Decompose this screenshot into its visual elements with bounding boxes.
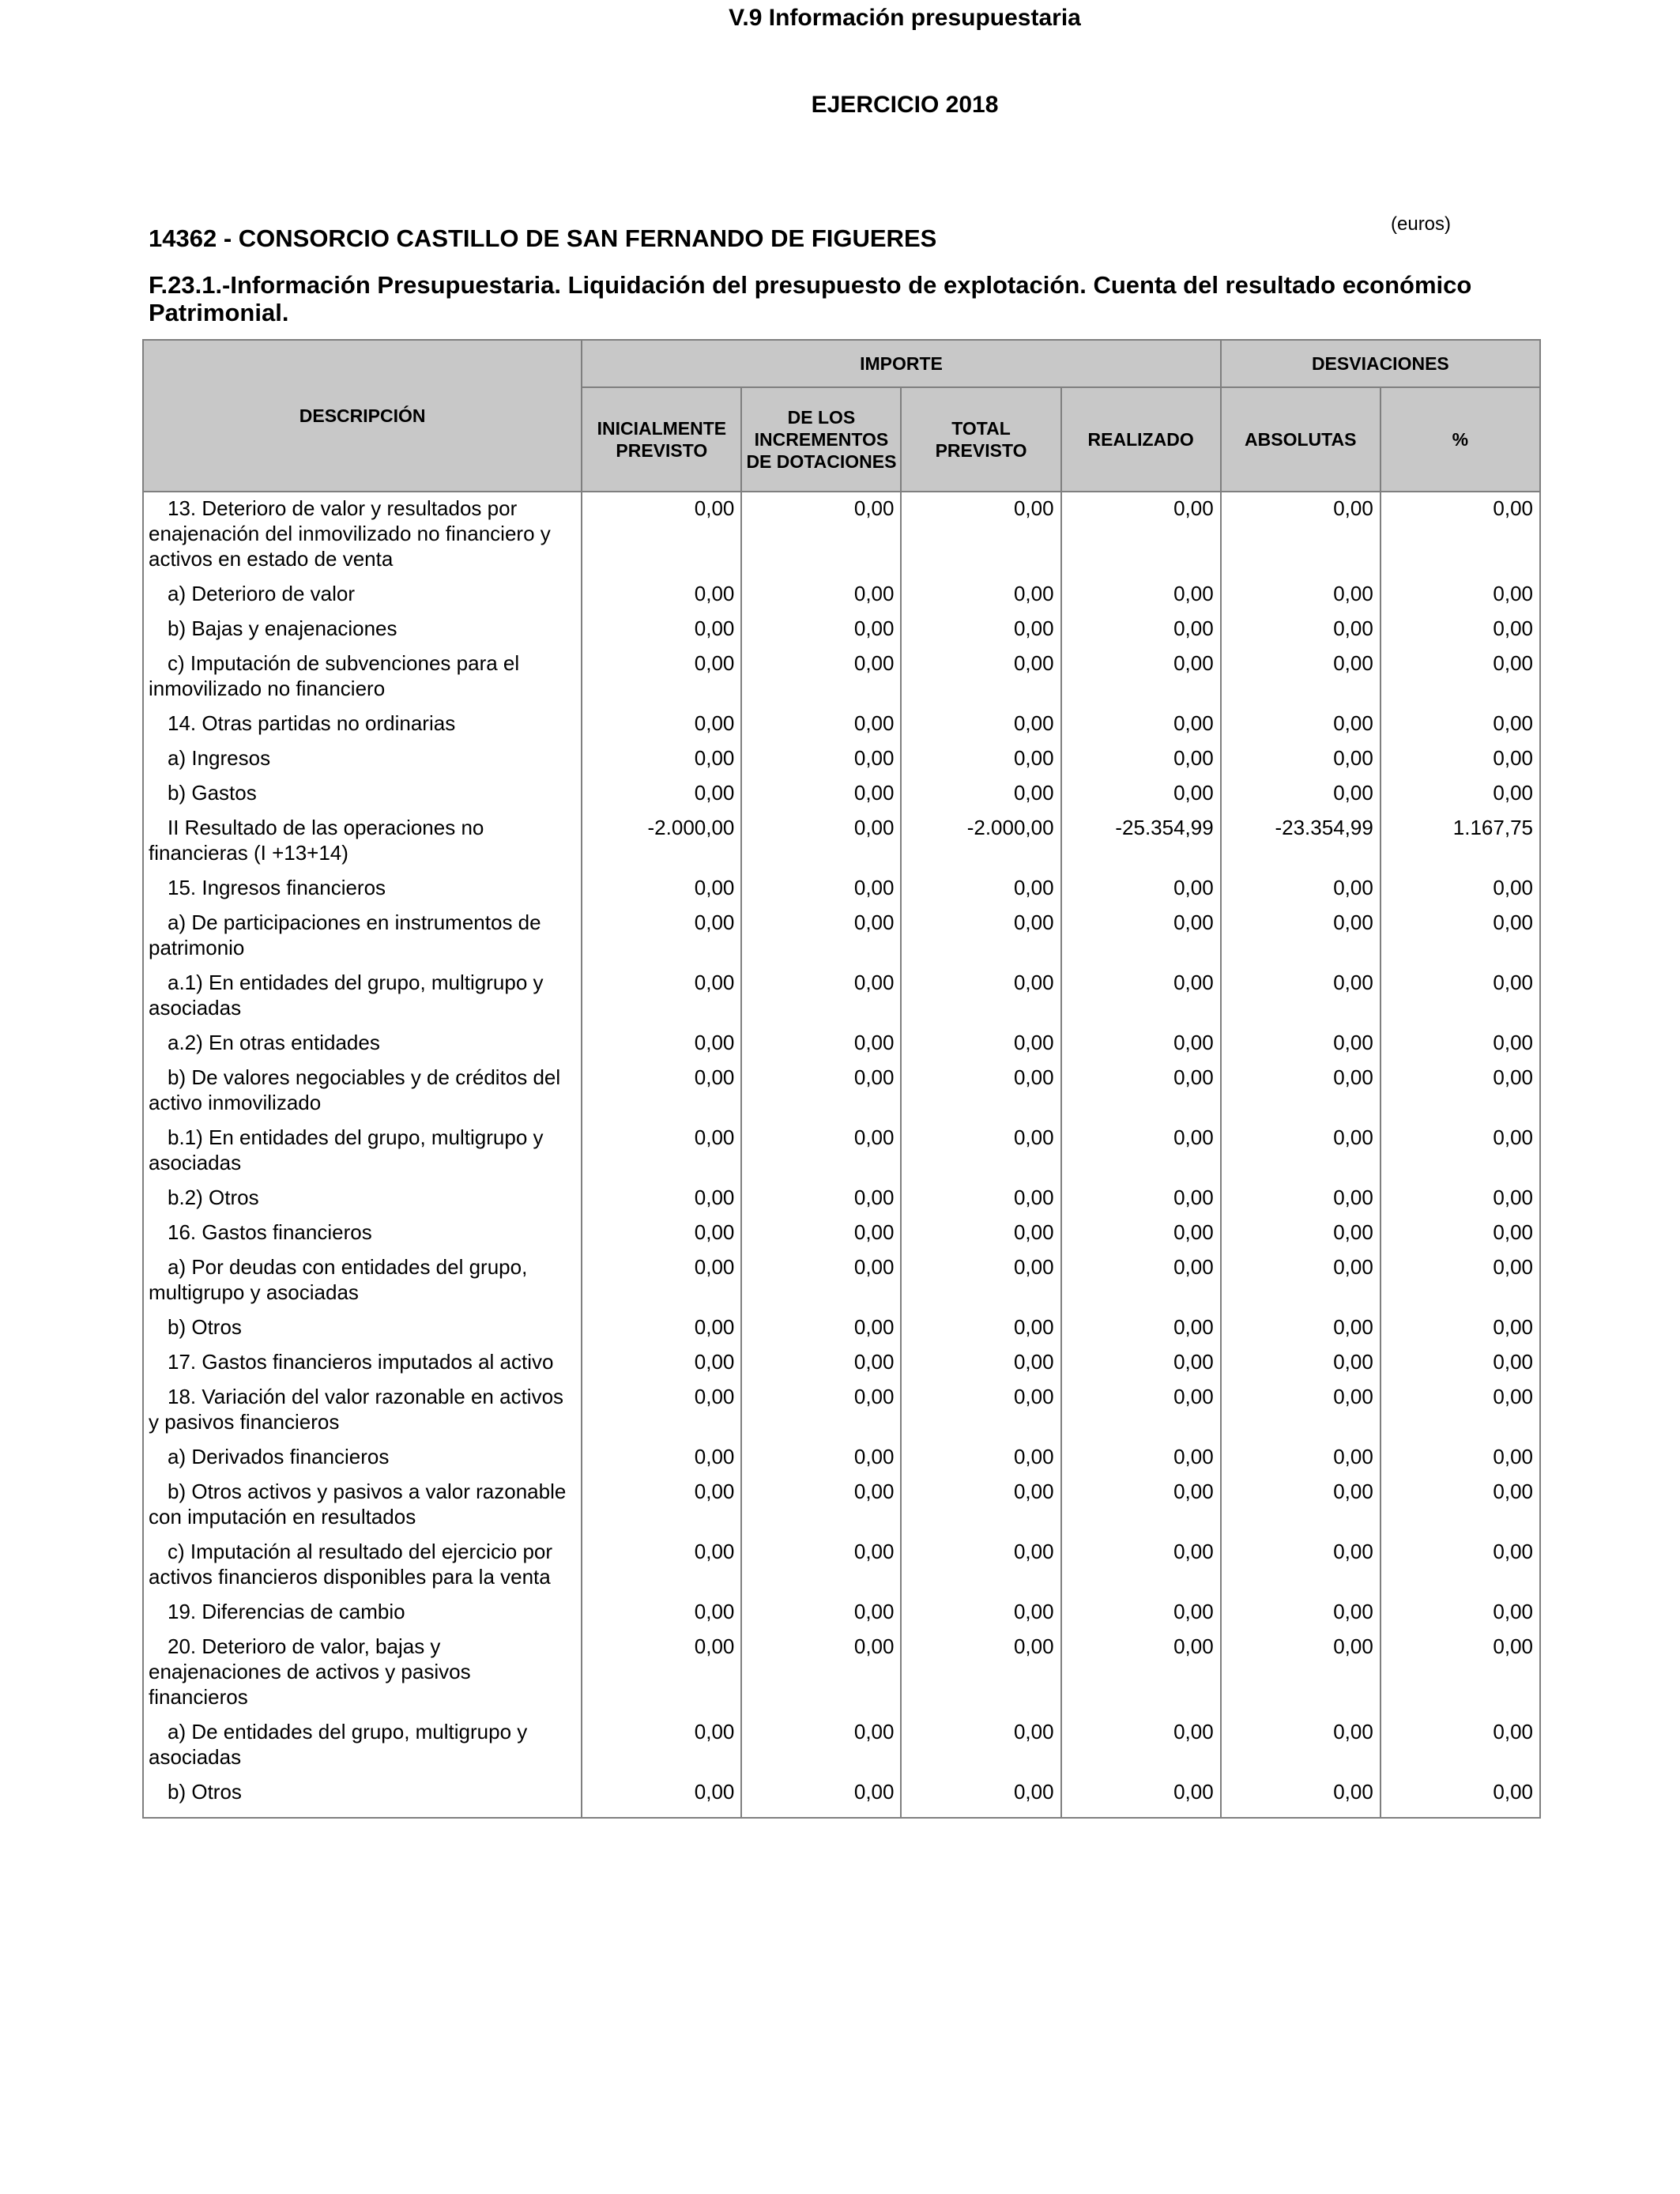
table-row <box>143 578 1540 613</box>
cell-incrementos: 0,00 <box>741 1216 901 1251</box>
row-description: 20. Deterioro de valor, bajas y enajenaciones de activos y pasivos financieros <box>143 1630 582 1716</box>
row-description: b) Otros <box>143 1311 582 1346</box>
cell-total-previsto: 0,00 <box>901 872 1060 907</box>
row-description: 16. Gastos financieros <box>143 1216 582 1251</box>
cell-inicialmente-previsto: 0,00 <box>582 1476 741 1536</box>
cell-realizado: 0,00 <box>1061 967 1221 1027</box>
cell-inicialmente-previsto: 0,00 <box>582 1061 741 1122</box>
cell-realizado: 0,00 <box>1061 1596 1221 1630</box>
row-description: a) Derivados financieros <box>143 1441 582 1476</box>
table-row <box>143 707 1540 742</box>
cell-incrementos: 0,00 <box>741 1441 901 1476</box>
table-row <box>143 1122 1540 1182</box>
cell-inicialmente-previsto: 0,00 <box>582 1216 741 1251</box>
cell-inicialmente-previsto: 0,00 <box>582 742 741 777</box>
cell-total-previsto: -2.000,00 <box>901 812 1060 872</box>
cell-absolutas: 0,00 <box>1221 578 1381 613</box>
table-row <box>143 1182 1540 1216</box>
cell-inicialmente-previsto: 0,00 <box>582 1311 741 1346</box>
cell-incrementos: 0,00 <box>741 1476 901 1536</box>
cell-total-previsto: 0,00 <box>901 967 1060 1027</box>
row-description: a) Por deudas con entidades del grupo, multigrupo y asociadas <box>143 1251 582 1311</box>
cell-porcentaje: 0,00 <box>1381 1441 1540 1476</box>
cell-realizado: 0,00 <box>1061 1061 1221 1122</box>
header-descripcion: DESCRIPCIÓN <box>143 340 582 492</box>
cell-realizado: 0,00 <box>1061 1182 1221 1216</box>
cell-total-previsto: 0,00 <box>901 1630 1060 1716</box>
row-description: b) De valores negociables y de créditos del activo inmovilizado <box>143 1061 582 1122</box>
section-title: V.9 Información presupuestaria <box>729 5 1081 31</box>
cell-total-previsto: 0,00 <box>901 1061 1060 1122</box>
cell-total-previsto: 0,00 <box>901 647 1060 707</box>
cell-realizado: 0,00 <box>1061 742 1221 777</box>
cell-inicialmente-previsto: 0,00 <box>582 1630 741 1716</box>
row-description: 14. Otras partidas no ordinarias <box>143 707 582 742</box>
cell-porcentaje: 0,00 <box>1381 1630 1540 1716</box>
cell-inicialmente-previsto: 0,00 <box>582 1182 741 1216</box>
cell-porcentaje: 0,00 <box>1381 1027 1540 1061</box>
cell-absolutas: 0,00 <box>1221 647 1381 707</box>
row-description: II Resultado de las operaciones no financieras (I +13+14) <box>143 812 582 872</box>
cell-realizado: 0,00 <box>1061 1311 1221 1346</box>
cell-total-previsto: 0,00 <box>901 1182 1060 1216</box>
cell-porcentaje: 0,00 <box>1381 1381 1540 1441</box>
cell-total-previsto: 0,00 <box>901 1716 1060 1776</box>
cell-porcentaje: 0,00 <box>1381 872 1540 907</box>
header-incrementos: DE LOS INCREMENTOS DE DOTACIONES <box>741 387 901 492</box>
cell-total-previsto: 0,00 <box>901 492 1060 578</box>
cell-incrementos: 0,00 <box>741 1381 901 1441</box>
cell-incrementos: 0,00 <box>741 1122 901 1182</box>
cell-realizado: 0,00 <box>1061 777 1221 812</box>
cell-inicialmente-previsto: 0,00 <box>582 907 741 967</box>
table-body <box>143 492 1540 1818</box>
cell-realizado: 0,00 <box>1061 1476 1221 1536</box>
table-row <box>143 872 1540 907</box>
cell-realizado: 0,00 <box>1061 1776 1221 1818</box>
row-description: a.2) En otras entidades <box>143 1027 582 1061</box>
table-row <box>143 613 1540 647</box>
table-row <box>143 967 1540 1027</box>
cell-realizado: 0,00 <box>1061 872 1221 907</box>
cell-incrementos: 0,00 <box>741 1027 901 1061</box>
cell-inicialmente-previsto: 0,00 <box>582 613 741 647</box>
row-description: b) Gastos <box>143 777 582 812</box>
cell-incrementos: 0,00 <box>741 1716 901 1776</box>
cell-incrementos: 0,00 <box>741 907 901 967</box>
cell-inicialmente-previsto: -2.000,00 <box>582 812 741 872</box>
cell-total-previsto: 0,00 <box>901 707 1060 742</box>
cell-porcentaje: 0,00 <box>1381 1311 1540 1346</box>
cell-inicialmente-previsto: 0,00 <box>582 1122 741 1182</box>
table-row <box>143 1716 1540 1776</box>
cell-total-previsto: 0,00 <box>901 777 1060 812</box>
header-realizado: REALIZADO <box>1061 387 1221 492</box>
cell-incrementos: 0,00 <box>741 1596 901 1630</box>
table-row <box>143 647 1540 707</box>
row-description: 13. Deterioro de valor y resultados por enajenación del inmovilizado no financiero y activos en estado de venta <box>143 492 582 578</box>
row-description: c) Imputación al resultado del ejercicio por activos financieros disponibles para la venta <box>143 1536 582 1596</box>
cell-realizado: 0,00 <box>1061 1536 1221 1596</box>
table-row <box>143 777 1540 812</box>
cell-absolutas: 0,00 <box>1221 1596 1381 1630</box>
table-row <box>143 1381 1540 1441</box>
cell-realizado: 0,00 <box>1061 1716 1221 1776</box>
cell-porcentaje: 0,00 <box>1381 613 1540 647</box>
row-description: b.2) Otros <box>143 1182 582 1216</box>
header-absolutas: ABSOLUTAS <box>1221 387 1381 492</box>
header-porcentaje: % <box>1381 387 1540 492</box>
cell-realizado: -25.354,99 <box>1061 812 1221 872</box>
cell-absolutas: 0,00 <box>1221 1346 1381 1381</box>
cell-total-previsto: 0,00 <box>901 1441 1060 1476</box>
cell-porcentaje: 0,00 <box>1381 578 1540 613</box>
cell-inicialmente-previsto: 0,00 <box>582 1536 741 1596</box>
table-row <box>143 1216 1540 1251</box>
cell-porcentaje: 0,00 <box>1381 1216 1540 1251</box>
cell-realizado: 0,00 <box>1061 1381 1221 1441</box>
row-description: 19. Diferencias de cambio <box>143 1596 582 1630</box>
cell-inicialmente-previsto: 0,00 <box>582 1776 741 1818</box>
row-description: a.1) En entidades del grupo, multigrupo y asociadas <box>143 967 582 1027</box>
cell-incrementos: 0,00 <box>741 777 901 812</box>
cell-inicialmente-previsto: 0,00 <box>582 777 741 812</box>
cell-inicialmente-previsto: 0,00 <box>582 1441 741 1476</box>
cell-porcentaje: 0,00 <box>1381 1776 1540 1818</box>
cell-absolutas: 0,00 <box>1221 492 1381 578</box>
cell-absolutas: 0,00 <box>1221 1441 1381 1476</box>
header-desviaciones: DESVIACIONES <box>1221 340 1540 387</box>
cell-incrementos: 0,00 <box>741 1251 901 1311</box>
cell-realizado: 0,00 <box>1061 707 1221 742</box>
cell-absolutas: 0,00 <box>1221 1182 1381 1216</box>
table-row <box>143 1027 1540 1061</box>
cell-realizado: 0,00 <box>1061 1216 1221 1251</box>
cell-porcentaje: 0,00 <box>1381 1536 1540 1596</box>
cell-total-previsto: 0,00 <box>901 613 1060 647</box>
cell-porcentaje: 0,00 <box>1381 1122 1540 1182</box>
cell-total-previsto: 0,00 <box>901 1536 1060 1596</box>
cell-porcentaje: 0,00 <box>1381 1476 1540 1536</box>
table-row <box>143 1536 1540 1596</box>
cell-incrementos: 0,00 <box>741 872 901 907</box>
cell-realizado: 0,00 <box>1061 1122 1221 1182</box>
cell-absolutas: 0,00 <box>1221 742 1381 777</box>
cell-inicialmente-previsto: 0,00 <box>582 1381 741 1441</box>
cell-porcentaje: 0,00 <box>1381 707 1540 742</box>
cell-porcentaje: 0,00 <box>1381 1716 1540 1776</box>
cell-realizado: 0,00 <box>1061 1251 1221 1311</box>
cell-absolutas: 0,00 <box>1221 707 1381 742</box>
cell-realizado: 0,00 <box>1061 907 1221 967</box>
cell-absolutas: 0,00 <box>1221 1311 1381 1346</box>
cell-absolutas: 0,00 <box>1221 967 1381 1027</box>
table-row <box>143 812 1540 872</box>
cell-total-previsto: 0,00 <box>901 1216 1060 1251</box>
cell-realizado: 0,00 <box>1061 647 1221 707</box>
table-row <box>143 1061 1540 1122</box>
table-row <box>143 1441 1540 1476</box>
cell-porcentaje: 0,00 <box>1381 967 1540 1027</box>
cell-incrementos: 0,00 <box>741 742 901 777</box>
cell-total-previsto: 0,00 <box>901 1476 1060 1536</box>
cell-incrementos: 0,00 <box>741 1346 901 1381</box>
cell-absolutas: 0,00 <box>1221 907 1381 967</box>
table-row <box>143 1311 1540 1346</box>
cell-absolutas: 0,00 <box>1221 1381 1381 1441</box>
cell-incrementos: 0,00 <box>741 707 901 742</box>
cell-inicialmente-previsto: 0,00 <box>582 1596 741 1630</box>
cell-absolutas: 0,00 <box>1221 1122 1381 1182</box>
table-row <box>143 492 1540 578</box>
cell-absolutas: 0,00 <box>1221 1536 1381 1596</box>
row-description: a) De participaciones en instrumentos de patrimonio <box>143 907 582 967</box>
cell-inicialmente-previsto: 0,00 <box>582 492 741 578</box>
table-row <box>143 1776 1540 1818</box>
exercise-title: EJERCICIO 2018 <box>811 92 999 118</box>
table-row <box>143 1596 1540 1630</box>
cell-realizado: 0,00 <box>1061 492 1221 578</box>
cell-porcentaje: 0,00 <box>1381 1182 1540 1216</box>
cell-incrementos: 0,00 <box>741 1311 901 1346</box>
cell-realizado: 0,00 <box>1061 1346 1221 1381</box>
units-label: (euros) <box>1391 213 1452 235</box>
cell-incrementos: 0,00 <box>741 647 901 707</box>
header-total-previsto: TOTAL PREVISTO <box>901 387 1060 492</box>
cell-total-previsto: 0,00 <box>901 1596 1060 1630</box>
cell-absolutas: 0,00 <box>1221 1027 1381 1061</box>
cell-incrementos: 0,00 <box>741 812 901 872</box>
cell-absolutas: 0,00 <box>1221 872 1381 907</box>
cell-incrementos: 0,00 <box>741 613 901 647</box>
table-row <box>143 907 1540 967</box>
table-row <box>143 742 1540 777</box>
cell-absolutas: 0,00 <box>1221 1630 1381 1716</box>
cell-porcentaje: 0,00 <box>1381 777 1540 812</box>
cell-realizado: 0,00 <box>1061 1630 1221 1716</box>
cell-total-previsto: 0,00 <box>901 1381 1060 1441</box>
cell-realizado: 0,00 <box>1061 1441 1221 1476</box>
cell-total-previsto: 0,00 <box>901 1027 1060 1061</box>
cell-absolutas: 0,00 <box>1221 777 1381 812</box>
cell-total-previsto: 0,00 <box>901 1122 1060 1182</box>
cell-inicialmente-previsto: 0,00 <box>582 1716 741 1776</box>
table-row <box>143 1251 1540 1311</box>
entity-title: 14362 - CONSORCIO CASTILLO DE SAN FERNANDO DE FIGUERES <box>149 224 937 252</box>
cell-realizado: 0,00 <box>1061 578 1221 613</box>
cell-porcentaje: 0,00 <box>1381 1061 1540 1122</box>
table-row <box>143 1476 1540 1536</box>
budget-table <box>142 339 1541 1819</box>
cell-incrementos: 0,00 <box>741 492 901 578</box>
cell-inicialmente-previsto: 0,00 <box>582 1027 741 1061</box>
header-importe: IMPORTE <box>582 340 1220 387</box>
cell-realizado: 0,00 <box>1061 613 1221 647</box>
cell-porcentaje: 0,00 <box>1381 647 1540 707</box>
cell-inicialmente-previsto: 0,00 <box>582 1346 741 1381</box>
report-subtitle: F.23.1.-Información Presupuestaria. Liquidación del presupuesto de explotación. Cuenta del resultado económico Patrimonial. <box>149 271 1472 326</box>
cell-inicialmente-previsto: 0,00 <box>582 872 741 907</box>
cell-porcentaje: 1.167,75 <box>1381 812 1540 872</box>
cell-incrementos: 0,00 <box>741 1182 901 1216</box>
cell-absolutas: 0,00 <box>1221 1476 1381 1536</box>
row-description: a) Deterioro de valor <box>143 578 582 613</box>
table-row <box>143 1346 1540 1381</box>
cell-absolutas: 0,00 <box>1221 613 1381 647</box>
cell-porcentaje: 0,00 <box>1381 742 1540 777</box>
cell-total-previsto: 0,00 <box>901 1776 1060 1818</box>
cell-total-previsto: 0,00 <box>901 907 1060 967</box>
cell-porcentaje: 0,00 <box>1381 907 1540 967</box>
row-description: 18. Variación del valor razonable en activos y pasivos financieros <box>143 1381 582 1441</box>
cell-total-previsto: 0,00 <box>901 578 1060 613</box>
cell-incrementos: 0,00 <box>741 1776 901 1818</box>
cell-total-previsto: 0,00 <box>901 1251 1060 1311</box>
cell-incrementos: 0,00 <box>741 1630 901 1716</box>
row-description: b) Otros activos y pasivos a valor razonable con imputación en resultados <box>143 1476 582 1536</box>
row-description: a) Ingresos <box>143 742 582 777</box>
row-description: c) Imputación de subvenciones para el inmovilizado no financiero <box>143 647 582 707</box>
cell-absolutas: 0,00 <box>1221 1061 1381 1122</box>
cell-porcentaje: 0,00 <box>1381 1346 1540 1381</box>
cell-absolutas: 0,00 <box>1221 1776 1381 1818</box>
row-description: a) De entidades del grupo, multigrupo y asociadas <box>143 1716 582 1776</box>
row-description: b.1) En entidades del grupo, multigrupo y asociadas <box>143 1122 582 1182</box>
row-description: 17. Gastos financieros imputados al activo <box>143 1346 582 1381</box>
cell-inicialmente-previsto: 0,00 <box>582 707 741 742</box>
cell-absolutas: 0,00 <box>1221 1216 1381 1251</box>
cell-absolutas: 0,00 <box>1221 1716 1381 1776</box>
cell-total-previsto: 0,00 <box>901 742 1060 777</box>
cell-inicialmente-previsto: 0,00 <box>582 647 741 707</box>
row-description: b) Bajas y enajenaciones <box>143 613 582 647</box>
cell-inicialmente-previsto: 0,00 <box>582 967 741 1027</box>
cell-incrementos: 0,00 <box>741 1536 901 1596</box>
cell-total-previsto: 0,00 <box>901 1311 1060 1346</box>
table-row <box>143 1630 1540 1716</box>
cell-porcentaje: 0,00 <box>1381 1251 1540 1311</box>
cell-absolutas: -23.354,99 <box>1221 812 1381 872</box>
cell-incrementos: 0,00 <box>741 1061 901 1122</box>
cell-porcentaje: 0,00 <box>1381 492 1540 578</box>
cell-incrementos: 0,00 <box>741 578 901 613</box>
cell-incrementos: 0,00 <box>741 967 901 1027</box>
cell-inicialmente-previsto: 0,00 <box>582 1251 741 1311</box>
row-description: b) Otros <box>143 1776 582 1818</box>
cell-absolutas: 0,00 <box>1221 1251 1381 1311</box>
cell-realizado: 0,00 <box>1061 1027 1221 1061</box>
header-inicialmente-previsto: INICIALMENTE PREVISTO <box>582 387 741 492</box>
cell-porcentaje: 0,00 <box>1381 1596 1540 1630</box>
cell-inicialmente-previsto: 0,00 <box>582 578 741 613</box>
row-description: 15. Ingresos financieros <box>143 872 582 907</box>
cell-total-previsto: 0,00 <box>901 1346 1060 1381</box>
